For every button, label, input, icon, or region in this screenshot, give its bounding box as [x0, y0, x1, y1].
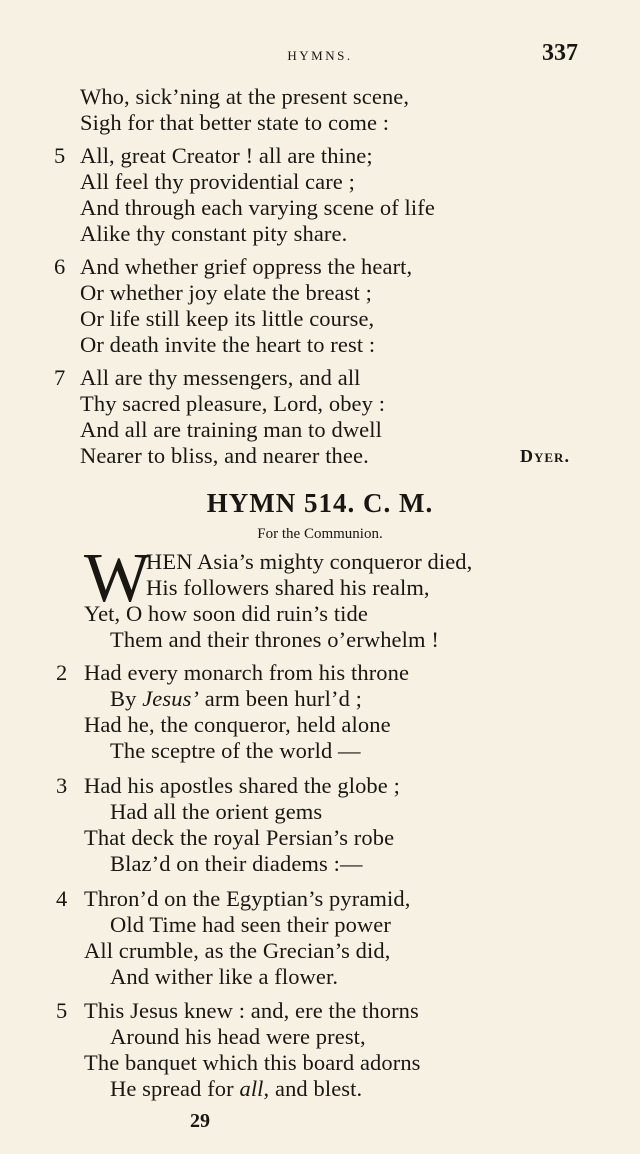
verse-line: The sceptre of the world —	[110, 738, 361, 763]
verse-number: 6	[54, 254, 66, 279]
verse-line: Who, sick’ning at the present scene,	[80, 84, 410, 109]
drop-cap: W	[84, 540, 151, 617]
verse-line: Them and their thrones o’erwhelm !	[110, 627, 439, 652]
verse-line: Or whether joy elate the breast ;	[80, 280, 372, 305]
verse-line: Alike thy constant pity share.	[80, 221, 348, 246]
verse-line: Yet, O how soon did ruin’s tide	[84, 601, 368, 626]
page-number: 337	[542, 40, 578, 66]
verse-line: Blaz’d on their diadems :—	[110, 851, 363, 876]
verse-line: All crumble, as the Grecian’s did,	[84, 938, 391, 963]
verse-line: Old Time had seen their power	[110, 912, 391, 937]
verse-line: Had all the orient gems	[110, 799, 323, 824]
verse-line: Around his head were prest,	[110, 1024, 366, 1049]
verse-line: Or life still keep its little course,	[80, 306, 375, 331]
verse-line: All are thy messengers, and all	[80, 365, 361, 390]
verse-line: And all are training man to dwell	[80, 417, 382, 442]
verse-line: HEN Asia’s mighty conqueror died,	[146, 549, 473, 574]
verse-line: And through each varying scene of life	[80, 195, 435, 220]
verse-number: 5	[56, 998, 68, 1023]
verse-line: Thy sacred pleasure, Lord, obey :	[80, 391, 386, 416]
verse-text: By	[110, 686, 143, 711]
verse-line: Had he, the conqueror, held alone	[84, 712, 391, 737]
verse-line: Had every monarch from his throne	[84, 660, 410, 685]
verse-line: All feel thy providential care ;	[80, 169, 355, 194]
verse-line: Thron’d on the Egyptian’s pyramid,	[84, 886, 411, 911]
verse-line: Sigh for that better state to come :	[80, 110, 390, 135]
verse-line	[110, 686, 362, 712]
verse-line: All, great Creator ! all are thine;	[80, 143, 373, 168]
verse-text: He spread for	[110, 1076, 240, 1101]
verse-line: This Jesus knew : and, ere the thorns	[84, 998, 419, 1023]
verse-text: arm been hurl’d ;	[199, 686, 363, 711]
verse-text-italic: all	[239, 1076, 264, 1101]
verse-line: His followers shared his realm,	[146, 575, 430, 600]
verse-line	[110, 1076, 362, 1102]
verse-number: 4	[56, 886, 68, 911]
signature-mark: 29	[190, 1110, 210, 1132]
verse-line: And wither like a flower.	[110, 964, 339, 989]
hymn-subtitle: For the Communion.	[257, 526, 383, 542]
verse-line: And whether grief oppress the heart,	[80, 254, 413, 279]
hymn-title: HYMN 514. C. M.	[206, 488, 434, 518]
verse-number: 5	[54, 143, 66, 168]
verse-line: Nearer to bliss, and nearer thee.	[80, 443, 369, 468]
author-name: Dyer.	[520, 446, 570, 466]
verse-line: That deck the royal Persian’s robe	[84, 825, 395, 850]
verse-number: 2	[56, 660, 68, 685]
running-title: HYMNS.	[287, 48, 353, 63]
verse-text-italic: Jesus’	[142, 686, 200, 711]
verse-line: Or death invite the heart to rest :	[80, 332, 376, 357]
verse-number: 3	[56, 773, 68, 798]
verse-line: The banquet which this board adorns	[84, 1050, 421, 1075]
verse-text: , and blest.	[263, 1076, 363, 1101]
verse-number: 7	[54, 365, 66, 390]
verse-line: Had his apostles shared the globe ;	[84, 773, 400, 798]
